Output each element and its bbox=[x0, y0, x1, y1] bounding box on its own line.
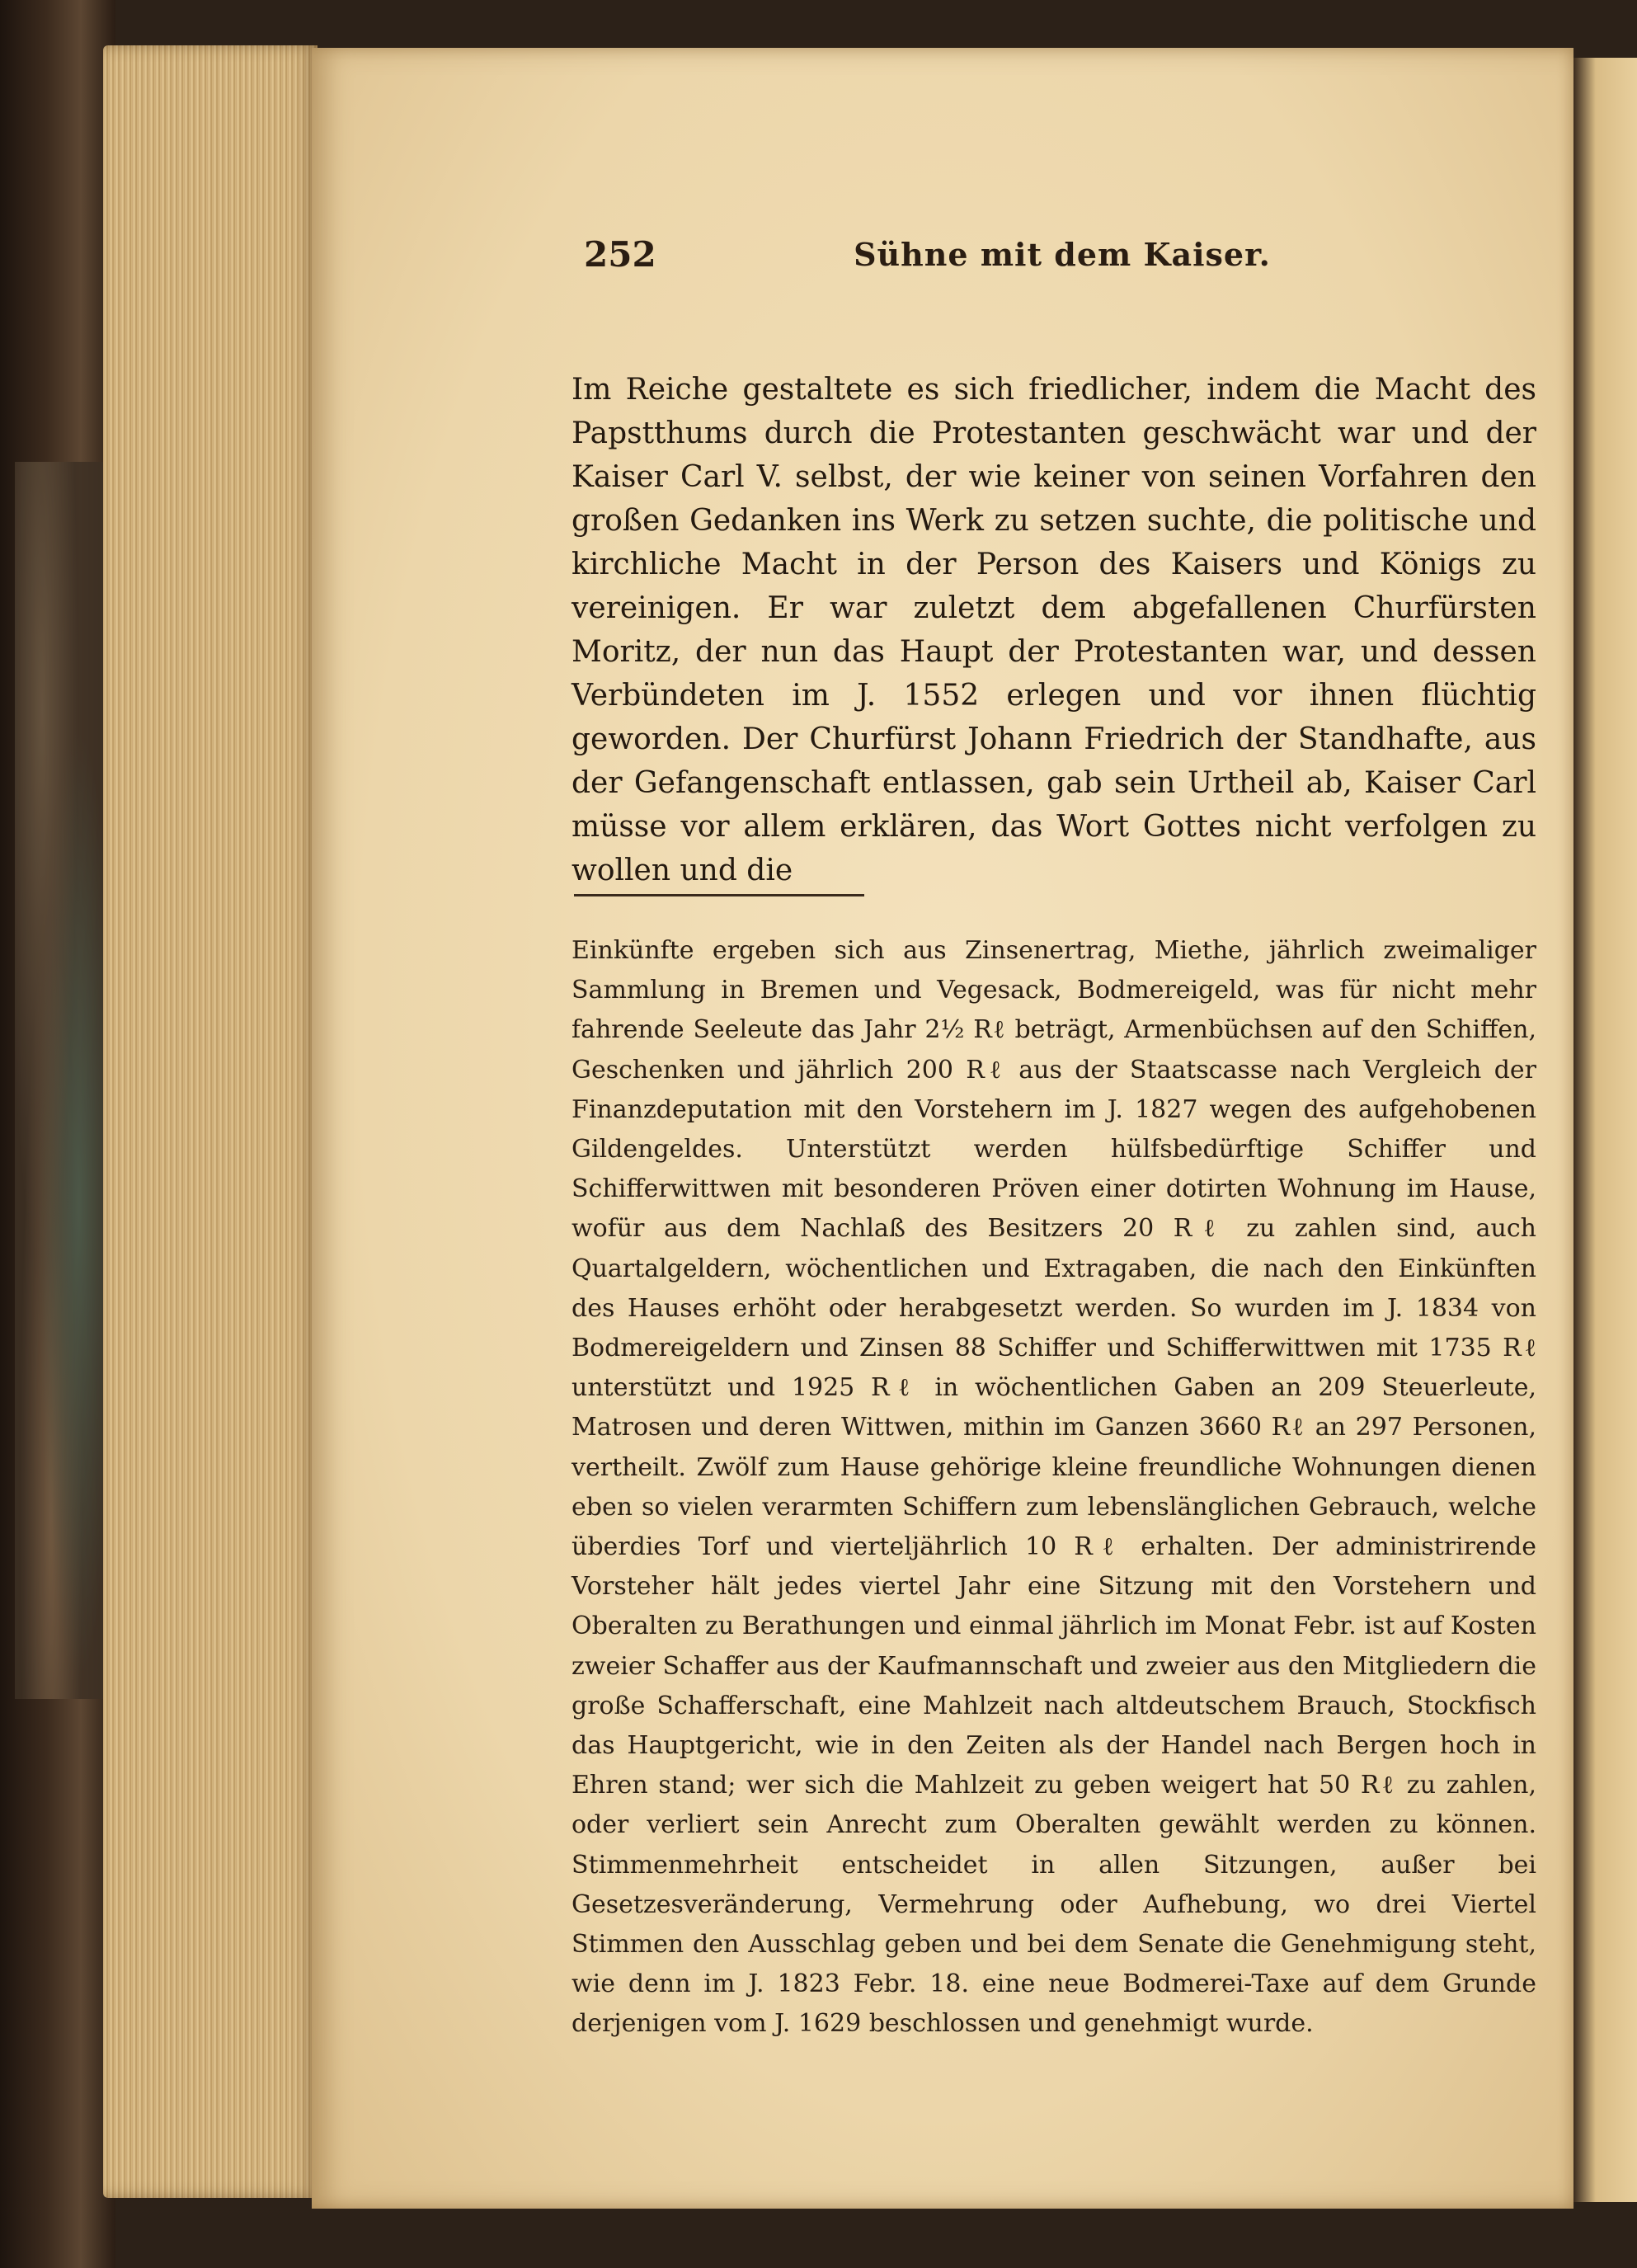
main-text-block bbox=[572, 368, 1536, 892]
marbled-cover bbox=[15, 462, 106, 1699]
running-title: Sühne mit dem Kaiser. bbox=[854, 236, 1271, 273]
book-page bbox=[312, 48, 1573, 2209]
page-number: 252 bbox=[584, 234, 656, 275]
page-header bbox=[584, 234, 1541, 300]
footnote-paragraph: Einkünfte ergeben sich aus Zinsenertrag, Miethe, jährlich zweimaliger Sammlung in Bremen und Vegesack, Bodmereigeld, was für nicht mehr fahrende Seeleute das Jahr 2½ Rℓ beträgt, Armenbüchsen auf den Schiffen, Geschenken und jährlich 200 Rℓ aus der Staatscasse nach Vergleich der Finanzdeputation mit den Vorstehern im J. 1827 wegen des aufgehobenen Gildengeldes. Unterstützt werden hülfsbedürftige Schiffer und Schifferwittwen mit besonderen Pröven einer dotirten Wohnung im Hause, wofür aus dem Nachlaß des Besitzers 20 Rℓ zu zahlen sind, auch Quartalgeldern, wöchentlichen und Extragaben, die nach den Einkünften des Hauses erhöht oder herabgesetzt werden. So wurden im J. 1834 von Bodmereigeldern und Zinsen 88 Schiffer und Schifferwittwen mit 1735 Rℓ unterstützt und 1925 Rℓ in wöchentlichen Gaben an 209 Steuerleute, Matrosen und deren Wittwen, mithin im Ganzen 3660 Rℓ an 297 Personen, vertheilt. Zwölf zum Hause gehörige kleine freundliche Wohnungen dienen eben so vielen verarmten Schiffern zum lebenslänglichen Gebrauch, welche überdies Torf und vierteljährlich 10 Rℓ erhalten. Der administrirende Vorsteher hält jedes viertel Jahr eine Sitzung mit den Vorstehern und Oberalten zu Berathungen und einmal jährlich im Monat Febr. ist auf Kosten zweier Schaffer aus der Kaufmannschaft und zweier aus den Mitgliedern die große Schafferschaft, eine Mahlzeit nach altdeutschem Brauch, Stockfisch das Hauptgericht, wie in den Zeiten als der Handel nach Bergen hoch in Ehren stand; wer sich die Mahlzeit zu geben weigert hat 50 Rℓ zu zahlen, oder verliert sein Anrecht zum Oberalten gewählt werden zu können. Stimmenmehrheit entscheidet in allen Sitzungen, außer bei Gesetzesveränderung, Vermehrung oder Aufhebung, wo drei Viertel Stimmen den Ausschlag geben und bei dem Senate die Genehmigung steht, wie denn im J. 1823 Febr. 18. eine neue Bodmerei-Taxe auf dem Grunde derjenigen vom J. 1629 beschlossen und genehmigt wurde. bbox=[572, 936, 1536, 2039]
page-edges-stack bbox=[103, 45, 318, 2198]
facing-page-edge bbox=[1573, 58, 1637, 2202]
footnote-block bbox=[572, 931, 1536, 2044]
main-paragraph: Im Reiche gestaltete es sich friedlicher, indem die Macht des Papstthums durch die Protestanten geschwächt war und der Kaiser Carl V. selbst, der wie keiner von seinen Vorfahren den großen Gedanken ins Werk zu setzen suchte, die politische und kirchliche Macht in der Person des Kaisers und Königs zu vereinigen. Er war zuletzt dem abgefallenen Churfürsten Moritz, der nun das Haupt der Protestanten war, und dessen Verbündeten im J. 1552 erlegen und vor ihnen flüchtig geworden. Der Churfürst Johann Friedrich der Standhafte, aus der Gefangenschaft entlassen, gab sein Urtheil ab, Kaiser Carl müsse vor allem erklären, das Wort Gottes nicht verfolgen zu wollen und die bbox=[572, 373, 1536, 887]
footnote-divider bbox=[574, 894, 864, 896]
